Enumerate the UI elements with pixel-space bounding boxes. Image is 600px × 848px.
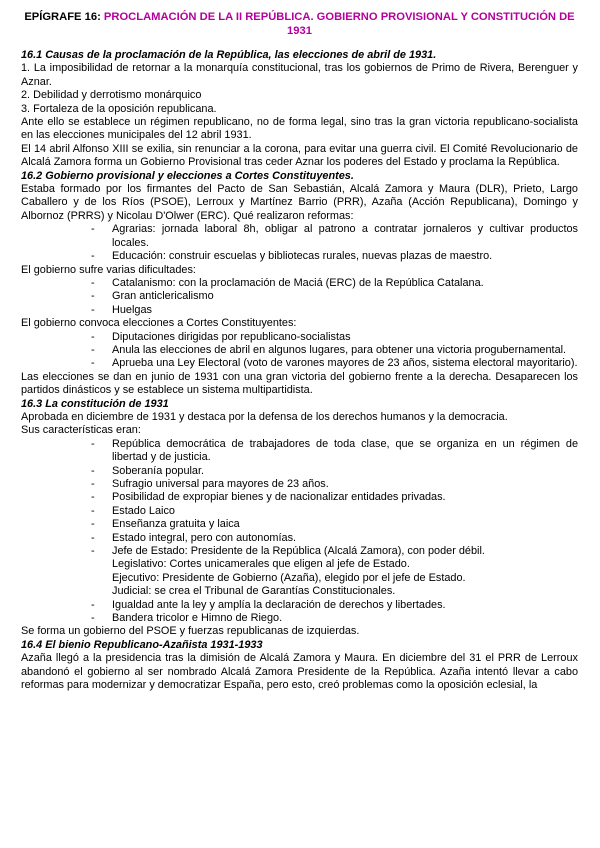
- paragraph: Sus características eran:: [21, 424, 141, 437]
- paragraph: El 14 abril Alfonso XIII se exilia, sin renunciar a la corona, para evitar una guerra civil. El Comité Revolucionario de Alcalá Zamora forma un Gobierno Provisional tras ceder Aznar los poderes del Estado y proclama la República.: [21, 142, 578, 169]
- title-lead: EPÍGRAFE 16:: [24, 11, 101, 23]
- list-item: - Gran anticlericalismo: [91, 290, 214, 303]
- paragraph: Las elecciones se dan en junio de 1931 con una gran victoria del gobierno frente a la derecha. Desaparecen los partidos dinásticos y se establece un sistema multipartidista.: [21, 370, 578, 397]
- list-item: - Posibilidad de expropiar bienes y de nacionalizar entidades privadas.: [91, 491, 446, 504]
- list-item: - Estado integral, pero con autonomías.: [91, 531, 297, 544]
- paragraph: Aprobada en diciembre de 1931 y destaca por la defensa de los derechos humanos y la democracia.: [21, 410, 508, 423]
- list-item: - Soberanía popular.: [91, 464, 205, 477]
- document-page: [21, 10, 578, 693]
- list-item: - Enseñanza gratuita y laica: [91, 518, 240, 531]
- list-item: - Agrarias: jornada laboral 8h, obligar al patrono a contratar jornaleros y cultivar productos locales.: [91, 223, 578, 249]
- list-item: - Aprueba una Ley Electoral (voto de varones mayores de 23 años, sistema electoral mayoritario).: [91, 357, 578, 370]
- list-item: - Estado Laico: [91, 504, 175, 517]
- section-heading-16-2: 16.2 Gobierno provisional y elecciones a Cortes Constituyentes.: [21, 169, 354, 182]
- difficulties-list: [21, 277, 578, 317]
- section-heading-16-3: 16.3 La constitución de 1931: [21, 397, 169, 410]
- section-heading-16-4: 16.4 El bienio Republicano-Azañista 1931-1933: [21, 638, 263, 651]
- paragraph: Azaña llegó a la presidencia tras la dimisión de Alcalá Zamora y Maura. En diciembre del 31 el PRR de Lerroux abandonó el gobierno al ser nombrado Alcalá Zamora Presidente de la República. Azaña intentó llevar a cabo reformas para modernizar y democratizar España, pero esto, creó problemas como la oposición eclesial, la: [21, 652, 578, 692]
- power-executive: Ejecutivo: Presidente de Gobierno (Azaña), elegido por el jefe de Estado.: [112, 571, 466, 584]
- list-item: - Jefe de Estado: Presidente de la República (Alcalá Zamora), con poder débil.: [91, 545, 485, 558]
- title-text: PROCLAMACIÓN DE LA II REPÚBLICA. GOBIERNO PROVISIONAL Y CONSTITUCIÓN DE 1931: [103, 11, 575, 37]
- list-item: - Catalanismo: con la proclamación de Maciá (ERC) de la República Catalana.: [91, 276, 484, 289]
- reforms-list: [21, 223, 578, 263]
- list-item: - Huelgas: [91, 303, 152, 316]
- characteristics-list: [21, 438, 578, 559]
- cause-3: 3. Fortaleza de la oposición republicana.: [21, 102, 217, 115]
- list-item: - República democrática de trabajadores de toda clase, que se organiza en un régimen de libertad y de justicia.: [91, 437, 578, 464]
- paragraph: Ante ello se establece un régimen republicano, no de forma legal, sino tras la gran victoria republicano-socialista en las elecciones municipales del 12 abril 1931.: [21, 116, 578, 142]
- cause-1: 1. La imposibilidad de retornar a la monarquía constitucional, tras los gobiernos de Primo de Rivera, Berenguer y Aznar.: [21, 62, 578, 88]
- list-item: - Anula las elecciones de abril en algunos lugares, para obtener una victoria progubernamental.: [91, 343, 567, 356]
- list-item: - Diputaciones dirigidas por republicano-socialistas: [91, 330, 351, 343]
- list-item: - Igualdad ante la ley y amplía la declaración de derechos y libertades.: [91, 598, 446, 611]
- elections-list: [21, 331, 578, 371]
- list-item: - Sufragio universal para mayores de 23 años.: [91, 478, 329, 490]
- list-item: - Bandera tricolor e Himno de Riego.: [91, 612, 283, 625]
- power-legislative: Legislativo: Cortes unicamerales que eligen al jefe de Estado.: [112, 558, 410, 571]
- power-judicial: Judicial: se crea el Tribunal de Garantías Constitucionales.: [112, 585, 396, 598]
- list-item: - Educación: construir escuelas y bibliotecas rurales, nuevas plazas de maestro.: [91, 250, 493, 263]
- paragraph: Estaba formado por los firmantes del Pacto de San Sebastián, Alcalá Zamora y Maura (DLR), Prieto, Largo Caballero y de los Ríos (PSOE), Lerroux y Martínez Barrio (PRR), Azaña (Acción Republicana), Domingo y Albornoz (PRRS) y Nicolau D'Olwer (ERC). Qué realizaron reformas:: [21, 183, 578, 222]
- paragraph: Se forma un gobierno del PSOE y fuerzas republicanas de izquierdas.: [21, 625, 360, 638]
- cause-2: 2. Debilidad y derrotismo monárquico: [21, 89, 202, 102]
- paragraph: El gobierno convoca elecciones a Cortes Constituyentes:: [21, 317, 297, 330]
- paragraph: El gobierno sufre varias dificultades:: [21, 263, 196, 276]
- section-heading-16-1: 16.1 Causas de la proclamación de la República, las elecciones de abril de 1931.: [21, 49, 437, 61]
- characteristics-list-continued: [21, 599, 578, 626]
- page-title: [21, 10, 578, 38]
